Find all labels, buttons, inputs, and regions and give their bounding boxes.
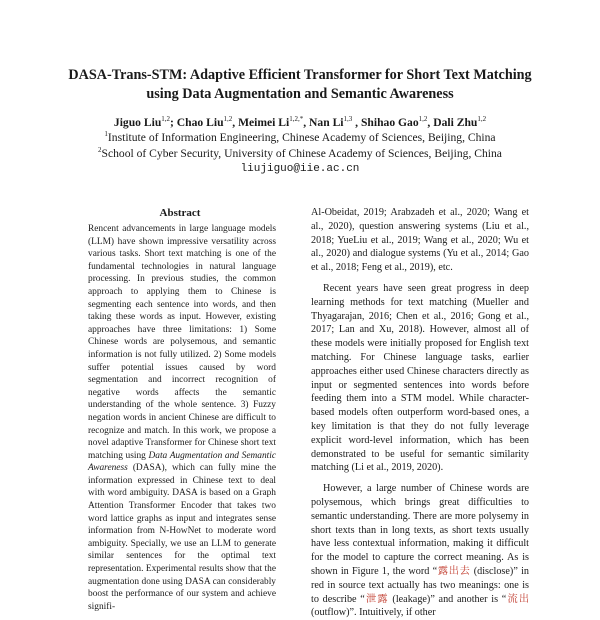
introduction-column <box>311 206 529 620</box>
author-name: Chao Liu <box>176 116 224 129</box>
author-separator: , <box>427 116 434 129</box>
abstract-body <box>88 223 276 613</box>
affiliation-number: 1 <box>104 130 108 139</box>
author-email[interactable]: liujiguo@iie.ac.cn <box>240 163 360 175</box>
paper-title: DASA-Trans-STM: Adaptive Efficient Transformer for Short Text Matching using Data Augmentation and Semantic Awareness <box>68 67 532 102</box>
author-separator: ; <box>170 116 177 129</box>
author-separator: , <box>352 116 361 129</box>
body-text: (disclose)” in red in source text actually has two meanings: one is to describe “ <box>311 565 530 605</box>
affiliation-number: 2 <box>98 146 102 155</box>
author-name: Jiguo Liu <box>113 116 162 129</box>
highlighted-chinese-word: 露出去 <box>437 565 471 577</box>
abstract-method-name: Data Augmentation and Semantic Awareness <box>88 450 277 474</box>
author-affiliation-marker: 1,2 <box>418 115 428 124</box>
author-name: Nan Li <box>309 116 344 129</box>
author-affiliation-marker: 1,2 <box>477 115 487 124</box>
author-separator: , <box>303 116 310 129</box>
author-separator: , <box>232 116 239 129</box>
affiliation-line <box>40 147 560 161</box>
affiliation-text: Institute of Information Engineering, Chinese Academy of Sciences, Beijing, China <box>107 131 496 144</box>
highlighted-chinese-word: 泄露 <box>364 593 389 605</box>
affiliation-line <box>40 131 560 145</box>
highlighted-chinese-word: 流出 <box>506 593 530 605</box>
author-affiliation-marker: 1,3 <box>343 115 353 124</box>
abstract-text: Rencent advancements in large language models (LLM) have shown impressive versatility across various tasks. Short text matching is one of the fundamental technologies in natural language processing. In previous studies, the common approach to applying them to Chinese is segmenting each sentence into words, and then taking these words as input. However, existing approaches have three limitations: 1) Some Chinese words are polysemous, and semantic information is not fully utilized. 2) Some models suffer potential issues caused by word segmentation and incorrect recognition of negative words affects the semantic understanding of the whole sentence. 3) Fuzzy negation words in ancient Chinese are difficult to recognize and match. In this work, we propose a novel adaptive Transformer for Chinese short text matching using <box>88 224 276 461</box>
author-name: Shihao Gao <box>360 116 419 129</box>
body-text: (leakage)” and another is “ <box>388 593 507 605</box>
abstract-text: (DASA), which can fully mine the information expressed in Chinese text to deal with word ambiguity. DASA is based on a Graph Attention Transformer Encoder that takes two word lattice graphs as input and integrates sense information from N-HowNet to moderate word ambiguity. Specially, we use an LLM to generate similar sentences for the optimal text representation. Experimental results show that the augmentation done using DASA can considerably boost the performance of our system and achieve signifi- <box>88 463 276 612</box>
body-text: However, a large number of Chinese words are polysemous, which brings great difficulties to semantic understanding. There are more polysemy in short texts than in long texts, as short texts usually have less contextual information, making it difficult for the model to capture the correct meaning. As is shown in Figure 1, the word “ <box>311 483 529 577</box>
body-paragraph: Recent years have seen great progress in deep learning methods for text matching (Mueller and Thyagarajan, 2016; Chen et al., 2016; Gong et al., 2017; Lan and Xu, 2018). However, almost all of these models were initially proposed for English text matching. For Chinese language tasks, earlier approaches either used Chinese characters directly as input or segmented sentences into words before feeding them into a STM model. While character-based models often outperform word-based ones, a key limitation is that they do not fully leverage explicit word-level information, which has been demonstrated to be useful for semantic similarity matching (Li et al., 2019, 2020). <box>311 282 529 474</box>
author-list <box>40 116 560 130</box>
body-paragraph: Al-Obeidat, 2019; Arabzadeh et al., 2020; Wang et al., 2020), question answering systems (Liu et al., 2018; YueLiu et al., 2019; Wang et al., 2020; Wu et al., 2020) and dialogue systems (Yu et al., 2014; Gao et al., 2018; Feng et al., 2019), etc. <box>311 207 529 274</box>
author-name: Dali Zhu <box>433 116 478 129</box>
affiliation-text: School of Cyber Security, University of Chinese Academy of Sciences, Beijing, China <box>101 147 502 160</box>
author-affiliation-marker: 1,2 <box>161 115 171 124</box>
author-name: Meimei Li <box>238 116 290 129</box>
author-affiliation-marker: 1,2,* <box>289 115 304 124</box>
body-text: (outflow)”. Intuitively, if other <box>311 607 436 619</box>
body-paragraph <box>311 482 529 620</box>
author-affiliation-marker: 1,2 <box>223 115 233 124</box>
abstract-heading: Abstract <box>159 207 201 219</box>
abstract-paragraph <box>88 223 276 613</box>
